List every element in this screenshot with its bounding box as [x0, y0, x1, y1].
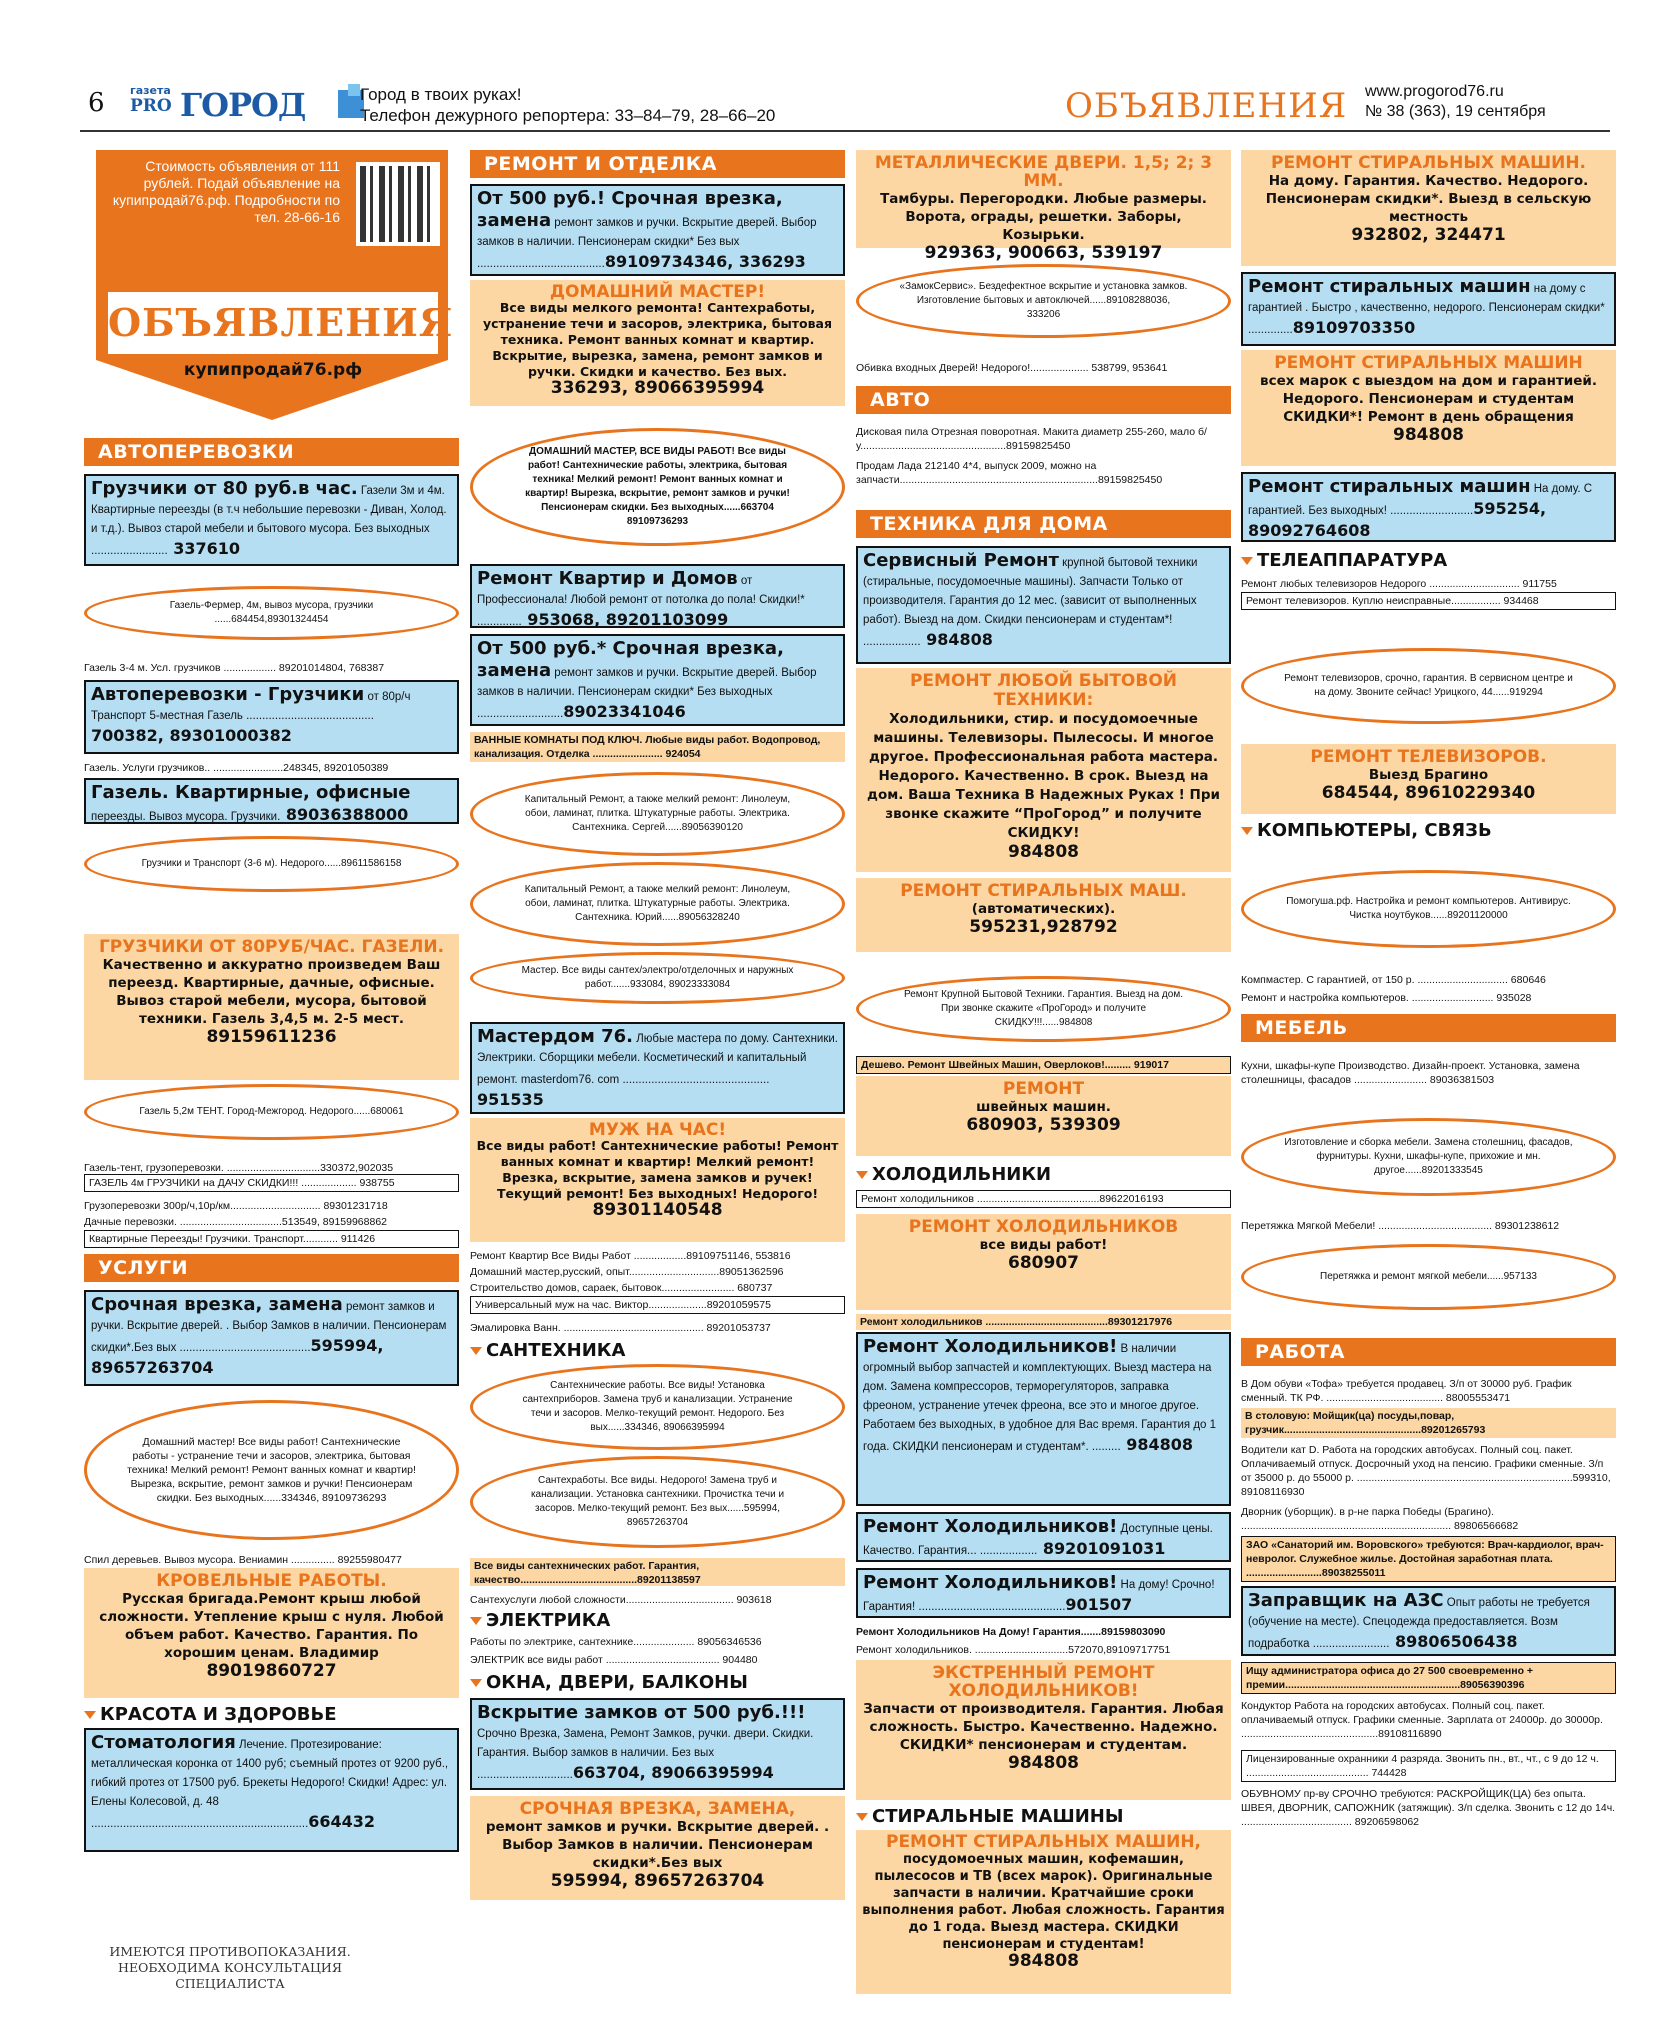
ad-title: СРОЧНАЯ ВРЕЗКА, ЗАМЕНА,	[519, 1799, 796, 1819]
line-ad: Эмалировка Ванн. ................................................ 89201053737	[470, 1322, 771, 1334]
ad-phone: 680907	[1008, 1253, 1079, 1273]
site-url[interactable]: www.progorod76.ru	[1365, 83, 1504, 100]
line-ad: Газель 3-4 м. Усл. грузчиков .................. 89201014804, 768387	[84, 662, 385, 674]
ad-title: РЕМОНТ ХОЛОДИЛЬНИКОВ	[908, 1217, 1179, 1237]
ad-title: МЕТАЛЛИЧЕСКИЕ ДВЕРИ. 1,5; 2; 3 ММ.	[874, 153, 1213, 191]
logo	[130, 84, 370, 128]
oval-ad: Изготовление и сборка мебели. Замена столешниц, фасадов, фурнитуры. Кухни, шкафы-купе, прихожие и мн. другое......89201333545	[1241, 1118, 1616, 1196]
ad-text: ремонт замков и ручки. Вскрытие дверей. . Выбор Замков в наличии. Пенсионерам скидки*.Без вых .........................................	[91, 1301, 447, 1354]
hero-text: Стоимость объявления от 111 рублей. Подай объявление на купипродай76.рф. Подробности по тел. 28-66-16	[112, 158, 340, 225]
line-ad: В Дом обуви «Тофа» требуется продавец. З/п от 30000 руб. График сменный. ТК РФ. ........................................ 88005553471	[1241, 1378, 1572, 1404]
ad-text: всех марок с выездом на дом и гарантией. Недорого. Пенсионерам и студентам СКИДКИ*! Ремонт в день обращения	[1260, 373, 1597, 425]
category-mebel: МЕБЕЛЬ	[1241, 1014, 1616, 1042]
orange-ad	[470, 1118, 845, 1242]
orange-ad	[470, 1796, 845, 1900]
line-ad-orange: Дешево. Ремонт Швейных Машин, Оверлоков!......... 919017	[856, 1056, 1231, 1074]
ad-title: ЭКСТРЕННЫЙ РЕМОНТ ХОЛОДИЛЬНИКОВ!	[932, 1663, 1155, 1701]
line-ad-boxed: Ремонт телевизоров. Куплю неисправные................. 934468	[1241, 592, 1616, 610]
line-ad: Ремонт холодильников. ................................572070,89109717751	[856, 1644, 1171, 1656]
line-ad: Продам Лада 212140 4*4, выпуск 2009, можно на запчасти....................................................................89159825450	[856, 460, 1163, 486]
ad-text: Запчасти от производителя. Гарантия. Любая сложность. Быстро. Качественно. Надежно. СКИДКИ* пенсионерам и студентам.	[863, 1701, 1224, 1753]
ad-text: Выезд Брагино	[1368, 767, 1489, 783]
logo-gorod: ГОРОД	[180, 86, 306, 124]
ad-title: Заправщик на АЗС	[1248, 1590, 1444, 1611]
ad-box	[856, 1332, 1231, 1506]
ad-title: Сервисный Ремонт	[863, 550, 1059, 571]
oval-ad: Капитальный Ремонт, а также мелкий ремонт: Линолеум, обои, ламинат, плитка. Штукатурные работы. Электрика. Сантехника. Юрий......89056328240	[470, 862, 845, 946]
qr-code-icon[interactable]	[356, 162, 440, 246]
ad-title: Срочная врезка, замена	[91, 1294, 343, 1315]
ad-phone: 337610	[167, 539, 241, 558]
oval-ad: Капитальный Ремонт, а также мелкий ремонт: Линолеум, обои, ламинат, плитка. Штукатурные работы. Электрика. Сантехника. Сергей......89056390120	[470, 772, 845, 856]
category-holodilniki: ХОЛОДИЛЬНИКИ	[856, 1162, 1051, 1187]
line-ad: Дачные перевозки. ...................................513549, 89159968862	[84, 1216, 387, 1228]
line-ad: Дисковая пила Отрезная поворотная. Макита диаметр 255-260, мало б/у..................................................89159825450	[856, 426, 1207, 452]
ad-text: Опыт работы не требуется (обучение на месте). Спецодежда предоставляется. Возм подработка ........................	[1248, 1597, 1590, 1650]
ad-text: Тамбуры. Перегородки. Любые размеры. Ворота, ограды, решетки. Заборы, Козырьки.	[880, 191, 1207, 243]
line-ad: Компмастер. С гарантией, от 150 р. ............................... 680646	[1241, 974, 1546, 986]
line-ad: Домашний мастер,русский, опыт...............................89051362596	[470, 1266, 784, 1278]
orange-ad	[856, 668, 1231, 872]
ad-title: Вскрытие замков от 500 руб.!!!	[477, 1702, 806, 1723]
ad-text: от 80р/ч Транспорт 5-местная Газель ........................................	[91, 691, 411, 722]
ad-phone: 984808	[1393, 425, 1464, 445]
ad-title: Мастердом 76.	[477, 1026, 634, 1047]
ad-text: крупной бытовой техники (стиральные, посудомоечные машины). Запчасти Только от производителя. Гарантия до 12 мес. (зависит от выполненных работ). Выезд на дом. Скидки пенсионерам и студентам*! ..................	[863, 557, 1198, 648]
issue-number: № 38 (363), 19 сентября	[1365, 103, 1546, 120]
orange-ad	[856, 1830, 1231, 1994]
line-ad-orange: В столовую: Мойщик(ца) посуды,повар, грузчик...............................................89201265793	[1241, 1408, 1616, 1438]
ad-phone: 984808	[1008, 1951, 1079, 1971]
category-remont: РЕМОНТ И ОТДЕЛКА	[470, 150, 845, 178]
page-number: 6	[88, 88, 105, 118]
ad-phone: 595254, 89092764608	[1248, 499, 1547, 540]
ad-phone: 984808	[1008, 1753, 1079, 1773]
ad-text: ремонт замков и ручки. Вскрытие дверей. Выбор замков в наличии. Пенсионерам скидки* Без выходных ...........................	[477, 667, 817, 720]
oval-ad: Перетяжка и ремонт мягкой мебели......957133	[1241, 1244, 1616, 1310]
ad-title: Стоматология	[91, 1732, 236, 1753]
ad-phone: 953068, 89201103099	[521, 610, 729, 629]
line-ad: ОБУВНОМУ пр-ву СРОЧНО требуются: РАСКРОЙЩИК(ЦА) без опыта. ШВЕЯ, ДВОРНИК, САПОЖНИК (затяжщик). З/п сделка. Звонить с 12 до 14ч. ...................................... 89206598062	[1241, 1788, 1616, 1828]
site-info	[1365, 82, 1546, 122]
ad-text: швейных машин.	[976, 1099, 1111, 1115]
category-tehnika: ТЕХНИКА ДЛЯ ДОМА	[856, 510, 1231, 538]
ad-box	[856, 546, 1231, 664]
line-ad-orange: ВАННЫЕ КОМНАТЫ ПОД КЛЮЧ. Любые виды работ. Водопровод, канализация. Отделка ........................ 924054	[470, 732, 845, 762]
ad-text: Все виды работ! Сантехнические работы! Ремонт ванных комнат и квартир! Мелкий ремонт! Врезка, вскрытие, замена замков и ручек! Текущий ремонт! Без выходных! Недорого!	[476, 1138, 839, 1201]
ad-text: ремонт замков и ручки. Вскрытие дверей. Выбор замков в наличии. Пенсионерам скидки* Без вых ........................................	[477, 217, 817, 270]
ad-phone: 89301140548	[592, 1200, 723, 1220]
ad-title: Грузчики от 80 руб.в час.	[91, 478, 358, 499]
ad-text: на дому с гарантией . Быстро , качественно, недорого. Пенсионерам скидки* ..............	[1248, 283, 1605, 336]
ad-box	[856, 1512, 1231, 1562]
line-ad: Ремонт любых телевизоров Недорого ............................... 911755	[1241, 578, 1557, 590]
line-ad: Обивка входных Дверей! Недорого!.................... 538799, 953641	[856, 362, 1168, 374]
oval-ad: Грузчики и Транспорт (3-6 м). Недорого......89611586158	[84, 836, 459, 892]
ad-title: РЕМОНТ ЛЮБОЙ БЫТОВОЙ ТЕХНИКИ:	[909, 671, 1178, 710]
ad-phone: 684544, 89610229340	[1321, 783, 1536, 803]
ad-text: Лечение. Протезирование: металлическая коронка от 1400 руб; съемный протез от 9200 руб., гибкий протез от 17500 руб. Брекеты Недорого! Скидки! Адрес: ул. Елены Колесовой, д. 48 ....................................................................	[91, 1739, 449, 1830]
ad-phone: 595994, 89657263704	[550, 1871, 765, 1891]
ad-text: Любые мастера по дому. Сантехники. Электрики. Сборщики мебели. Косметический и капитальный ремонт. masterdom76. com ..............................................	[477, 1033, 838, 1086]
ad-box	[470, 184, 845, 276]
ad-title: ГРУЗЧИКИ ОТ 80РУБ/ЧАС. ГАЗЕЛИ.	[98, 937, 445, 957]
ad-text: Все виды мелкого ремонта! Сантехработы, устранение течи и засоров, электрика, бытовая техника. Ремонт ванных комнат и квартир. Вскрытие, вырезка, замена, ремонт замков и ручки. Скидки и качество. Без вых.	[482, 300, 833, 379]
ad-phone: 89109734346, 336293	[604, 252, 806, 271]
ad-title: От 500 руб.! Срочная врезка, замена	[477, 188, 783, 231]
ad-title: Ремонт стиральных машин	[1248, 476, 1531, 497]
ad-title: КРОВЕЛЬНЫЕ РАБОТЫ.	[156, 1571, 387, 1591]
category-tv: ТЕЛЕАППАРАТУРА	[1241, 548, 1447, 573]
ad-phone: 663704, 89066395994	[572, 1763, 774, 1782]
logo-small: газета	[130, 84, 171, 97]
ad-phone: 595231,928792	[969, 917, 1118, 937]
oval-ad: Ремонт телевизоров, срочно, гарантия. В сервисном центре и на дому. Звоните сейчас! Урицкого, 44......919294	[1241, 648, 1616, 724]
logo-building-top-icon	[348, 84, 360, 96]
hero-site[interactable]: купипродай76.рф	[183, 360, 363, 380]
category-uslugi: УСЛУГИ	[84, 1254, 459, 1282]
ad-text: Холодильники, стир. и посудомоечные машины. Телевизоры. Пылесосы. И многое другое. Профессиональная работа мастера. Недорого. Качественно. В срок. Выезд на дом. Ваша Техника В Надежных Руках ! При звонке скажите “ПроГород” и получите СКИДКУ!	[867, 711, 1220, 841]
ad-box	[84, 778, 459, 824]
oval-ad: ДОМАШНИЙ МАСТЕР, ВСЕ ВИДЫ РАБОТ! Все виды работ! Сантехнические работы, электрика, бытовая техника! Мелкий ремонт! Ремонт ванных комнат и квартир! Вырезка, вскрытие, ремонт замков и ручки! Пенсионерам скидки. Без выходных......663704 89109736293	[470, 428, 845, 546]
line-ad: Работы по электрике, сантехнике..................... 89056346536	[470, 1636, 762, 1648]
ad-title: От 500 руб.* Срочная врезка, замена	[477, 638, 784, 681]
orange-ad	[856, 1076, 1231, 1156]
ad-title: Ремонт Холодильников!	[863, 1516, 1118, 1537]
ad-text: В наличии огромный выбор запчастей и комплектующих. Выезд мастера на дом. Замена компрессоров, терморегуляторов, заправка фреоном, устранение утечек фреона, все это и многое другое. Работаем без выходных, в удобное для Вас время. Гарантия до 1 года. СКИДКИ пенсионерам и студентам*. .........	[863, 1343, 1217, 1453]
ad-title: РЕМОНТ СТИРАЛЬНЫХ МАШИН	[1274, 353, 1583, 373]
line-ad: Сантехуслуги любой сложности..................................... 903618	[470, 1594, 772, 1606]
line-ad: Ремонт и настройка компьютеров. ............................ 935028	[1241, 992, 1532, 1004]
oval-ad: Мастер. Все виды сантех/электро/отделочных и наружных работ.......933084, 89023333084	[470, 952, 845, 1004]
ad-title: Ремонт Холодильников!	[863, 1572, 1118, 1593]
ad-phone: 984808	[1008, 842, 1079, 862]
ad-title: Автоперевозки - Грузчики	[91, 684, 365, 705]
line-ad: Грузоперевозки 300р/ч,10р/км............................... 89301231718	[84, 1200, 388, 1212]
ad-phone: 595994, 89657263704	[91, 1336, 384, 1377]
section-title: ОБЪЯВЛЕНИЯ	[1065, 86, 1348, 126]
line-ad-boxed: Квартирные Переезды! Грузчики. Транспорт............ 911426	[84, 1230, 459, 1248]
ad-text: (автоматических).	[971, 901, 1116, 917]
line-ad: ЭЛЕКТРИК все виды работ ....................................... 904480	[470, 1654, 758, 1666]
ad-phone: 680903, 539309	[966, 1115, 1121, 1135]
ad-text: все виды работ!	[979, 1237, 1108, 1253]
line-ad-boxed: Ремонт холодильников ..........................................89622016193	[856, 1190, 1231, 1208]
ad-phone: 984808	[1120, 1435, 1194, 1454]
category-krasota: КРАСОТА И ЗДОРОВЬЕ	[84, 1702, 337, 1727]
ad-phone: 89109703350	[1292, 318, 1416, 337]
line-ad: Дворник (уборщик). в р-не парка Победы (Брагино). ........................................................................ 89806566682	[1241, 1506, 1519, 1532]
orange-ad	[84, 1568, 459, 1698]
ad-phone: 89159611236	[206, 1027, 337, 1047]
ad-box	[1241, 272, 1616, 346]
ad-title: РЕМОНТ ТЕЛЕВИЗОРОВ.	[1310, 747, 1547, 767]
ad-text: На дому. Гарантия. Качество. Недорого. Пенсионерам скидки*. Выезд в сельскую местность	[1265, 173, 1592, 225]
orange-ad	[1241, 350, 1616, 466]
category-comp: КОМПЬЮТЕРЫ, СВЯЗЬ	[1241, 818, 1492, 843]
ad-title: РЕМОНТ СТИРАЛЬНЫХ МАШИН.	[1270, 153, 1587, 173]
line-ad-orange: Все виды сантехнических работ. Гарантия, качество........................................89201138597	[470, 1558, 845, 1586]
ad-title: РЕМОНТ СТИРАЛЬНЫХ МАШИН,	[885, 1832, 1202, 1852]
orange-ad	[856, 878, 1231, 952]
hero-banner	[84, 150, 459, 430]
orange-ad	[856, 1214, 1231, 1310]
ad-text: от Профессионала! Любой ремонт от потолка до пола! Скидки!* ..............	[477, 575, 805, 628]
ad-box	[84, 1290, 459, 1386]
category-okna: ОКНА, ДВЕРИ, БАЛКОНЫ	[470, 1670, 748, 1695]
masthead	[80, 80, 1610, 132]
ad-phone: 336293, 89066395994	[550, 378, 765, 398]
line-ad: Ремонт Холодильников На Дому! Гарантия.......89159803090	[856, 1626, 1166, 1638]
ad-phone: 929363, 900663, 539197	[924, 243, 1163, 263]
line-ad: Строительство домов, сараек, бытовок......................... 680737	[470, 1282, 773, 1294]
ad-text: Доступные цены. Качество. Гарантия... ..................	[863, 1523, 1213, 1557]
ad-phone: 89201091031	[1037, 1539, 1166, 1558]
ad-box	[470, 564, 845, 628]
line-ad-orange: ЗАО «Санаторий им. Воровского» требуются: Врач-кардиолог, врач-невролог. Служебное жилье. Достойная заработная плата. ..........................89038255011	[1241, 1536, 1616, 1582]
oval-ad: «ЗамокСервис». Бездефектное вскрытие и установка замков. Изготовление бытовых и автоключей......89108288036, 333206	[856, 264, 1231, 338]
oval-ad: Газель 5,2м ТЕНТ. Город-Межгород. Недорого......680061	[84, 1084, 459, 1140]
orange-ad	[1241, 150, 1616, 266]
category-avto: АВТО	[856, 386, 1231, 414]
ad-text: На дому! Срочно! Гарантия! ..............................................	[863, 1579, 1215, 1613]
ad-box	[84, 680, 459, 754]
ad-box	[470, 1022, 845, 1114]
ad-text: переезды. Вывоз мусора. Грузчики.	[91, 811, 281, 823]
oval-ad: Ремонт Крупной Бытовой Техники. Гарантия. Выезд на дом. При звонке скажите «ПроГород» и получите СКИДКУ!!!......984808	[856, 976, 1231, 1042]
ad-text: Русская бригада.Ремонт крыш любой сложности. Утепление крыш с нуля. Любой объем работ. Качество. Гарантия. По хорошим ценам. Владимир	[99, 1591, 444, 1661]
slogan	[360, 84, 775, 126]
ad-box	[470, 1698, 845, 1790]
ad-title: РЕМОНТ СТИРАЛЬНЫХ МАШ.	[900, 881, 1187, 901]
ad-text: ремонт замков и ручки. Вскрытие дверей. . Выбор Замков в наличии. Пенсионерам скидки*.Без вых	[485, 1819, 830, 1871]
orange-ad	[856, 150, 1231, 263]
ad-title: Ремонт Холодильников!	[863, 1336, 1118, 1357]
ad-box	[1241, 472, 1616, 542]
ad-title: ДОМАШНИЙ МАСТЕР!	[549, 282, 766, 302]
oval-ad: Сантехнические работы. Все виды! Установка сантехприборов. Замена труб и канализации. Устранение течи и засоров. Мелко-текущий ремонт. Недорого. Без вых......334346, 89066395994	[470, 1364, 845, 1450]
orange-ad	[84, 934, 459, 1080]
line-ad: Газель-тент, грузоперевозки. ................................330372,902035	[84, 1162, 394, 1174]
category-elektrika: ЭЛЕКТРИКА	[470, 1608, 610, 1633]
logo-pro: PRO	[130, 96, 172, 116]
ad-phone: 901507	[1065, 1595, 1133, 1614]
line-ad-boxed: Лицензированные охранники 4 разряда. Звонить пн., вт., чт., с 9 до 12 ч. .......................................... 744428	[1241, 1750, 1616, 1782]
ad-phone: 984808	[920, 630, 993, 649]
slogan-line: Город в твоих руках!	[360, 85, 522, 104]
hero-title: ОБЪЯВЛЕНИЯ	[108, 292, 438, 354]
oval-ad: Помогуша.рф. Настройка и ремонт компьютеров. Антивирус. Чистка ноутбуков......89201120000	[1241, 870, 1616, 948]
ad-phone: 89019860727	[206, 1661, 337, 1681]
orange-ad	[1241, 744, 1616, 814]
ad-text: Газели 3м и 4м. Квартирные переезды (в т.ч небольшие перевозки - Диван, Холод. и т.д.). Вывоз старой мебели и бытового мусора. Без выходных ........................	[91, 485, 447, 557]
line-ad-boxed: Универсальный муж на час. Виктор....................89201059575	[470, 1296, 845, 1314]
ad-box	[84, 1728, 459, 1852]
ad-phone: 89806506438	[1389, 1632, 1518, 1651]
reporter-phone: Телефон дежурного репортера: 33–84–79, 28–66–20	[360, 106, 776, 125]
ad-text: посудомоечных машин, кофемашин, пылесосов и ТВ (всех марок). Оригинальные запчасти в наличии. Кратчайшие сроки выполнения работ. Любая сложность. Гарантия до 1 года. Выезд мастера. СКИДКИ пенсионерам и студентам!	[862, 1852, 1225, 1952]
line-ad: Кондуктор Работа на городских автобусах. Полный соц. пакет. оплачиваемый отпуск. Графики сменные. Зарплата от 24000р. до 30000р. ...............................................89108116890	[1241, 1700, 1603, 1740]
ad-box	[1241, 1586, 1616, 1656]
ad-title: Газель. Квартирные, офисные	[91, 782, 411, 803]
category-rabota: РАБОТА	[1241, 1338, 1616, 1366]
line-ad: Водители кат D. Работа на городских автобусах. Полный соц. пакет. Оплачиваемый отпуск. Досрочный уход на пенсию. Графики сменные. З/п от 35000 р. до 55000 р. ..........................................................................599310, 89108116930	[1241, 1444, 1611, 1498]
orange-ad	[470, 280, 845, 406]
line-ad-orange: Ищу администратора офиса до 27 500 своевременно + премии............................................................89056390396	[1241, 1662, 1616, 1694]
oval-ad: Газель-Фермер, 4м, вывоз мусора, грузчики ......684454,89301324454	[84, 586, 459, 640]
line-ad: Газель. Услуги грузчиков.. ........................248345, 89201050389	[84, 762, 389, 774]
oval-ad: Сантехработы. Все виды. Недорого! Замена труб и канализации. Установка сантехники. Прочистка течи и засоров. Мелко-текущий ремонт. Без вых......595994, 89657263704	[470, 1456, 845, 1548]
disclaimer: ИМЕЮТСЯ ПРОТИВОПОКАЗАНИЯ. НЕОБХОДИМА КОНСУЛЬТАЦИЯ СПЕЦИАЛИСТА	[109, 1944, 351, 1991]
ad-box	[84, 474, 459, 566]
ad-phone: 89036388000	[280, 805, 409, 824]
line-ad-boxed: ГАЗЕЛЬ 4м ГРУЗЧИКИ на ДАЧУ СКИДКИ!!! ................... 938755	[84, 1174, 459, 1192]
ad-text: Срочно Врезка, Замена, Ремонт Замков, ручки. двери. Скидки. Гарантия. Выбор замков в наличии. Без вых ..............................	[477, 1728, 814, 1781]
line-ad-orange: Ремонт холодильников ..........................................89301217976	[856, 1314, 1231, 1330]
ad-phone: 664432	[308, 1812, 376, 1831]
ad-title: Ремонт Квартир и Домов	[477, 568, 738, 589]
ad-phone: 951535	[477, 1090, 544, 1109]
ad-title: РЕМОНТ	[1002, 1079, 1085, 1099]
ad-text: На дому. С гарантией. Без выходных! ..........................	[1248, 483, 1593, 517]
line-ad: Спил деревьев. Вывоз мусора. Вениамин ............... 89255980477	[84, 1554, 402, 1566]
ad-box	[470, 634, 845, 726]
line-ad: Перетяжка Мягкой Мебели! ....................................... 89301238612	[1241, 1220, 1560, 1232]
ad-title: МУЖ НА ЧАС!	[588, 1120, 727, 1140]
line-ad: Ремонт Квартир Все Виды Работ ..................89109751146, 553816	[470, 1250, 791, 1262]
category-stiralnye: СТИРАЛЬНЫЕ МАШИНЫ	[856, 1804, 1123, 1829]
ad-box	[856, 1568, 1231, 1618]
oval-ad: Домашний мастер! Все виды работ! Сантехнические работы - устранение течи и засоров, электрика, бытовая техника! Мелкий ремонт! Ремонт ванных комнат и квартир! Вырезка, вскрытие, ремонт замков и ручки! Пенсионерам скидки. Без выходных......334346, 89109736293	[84, 1400, 459, 1540]
line-ad: Кухни, шкафы-купе Производство. Дизайн-проект. Установка, замена столешницы, фасадов ......................... 89036381503	[1241, 1060, 1580, 1086]
ad-text: Качественно и аккуратно произведем Ваш переезд. Квартирные, дачные, офисные. Вывоз старой мебели, мусора, бытовой техники. Газель 3,4,5 м. 2-5 мест.	[102, 957, 441, 1027]
category-avtoperevozki: АВТОПЕРЕВОЗКИ	[84, 438, 459, 466]
orange-ad	[856, 1660, 1231, 1800]
ad-phone: 700382, 89301000382	[91, 726, 292, 745]
ad-phone: 932802, 324471	[1351, 225, 1506, 245]
ad-title: Ремонт стиральных машин	[1248, 276, 1531, 297]
ad-phone: 89023341046	[563, 702, 686, 721]
category-santehnika: САНТЕХНИКА	[470, 1338, 625, 1363]
